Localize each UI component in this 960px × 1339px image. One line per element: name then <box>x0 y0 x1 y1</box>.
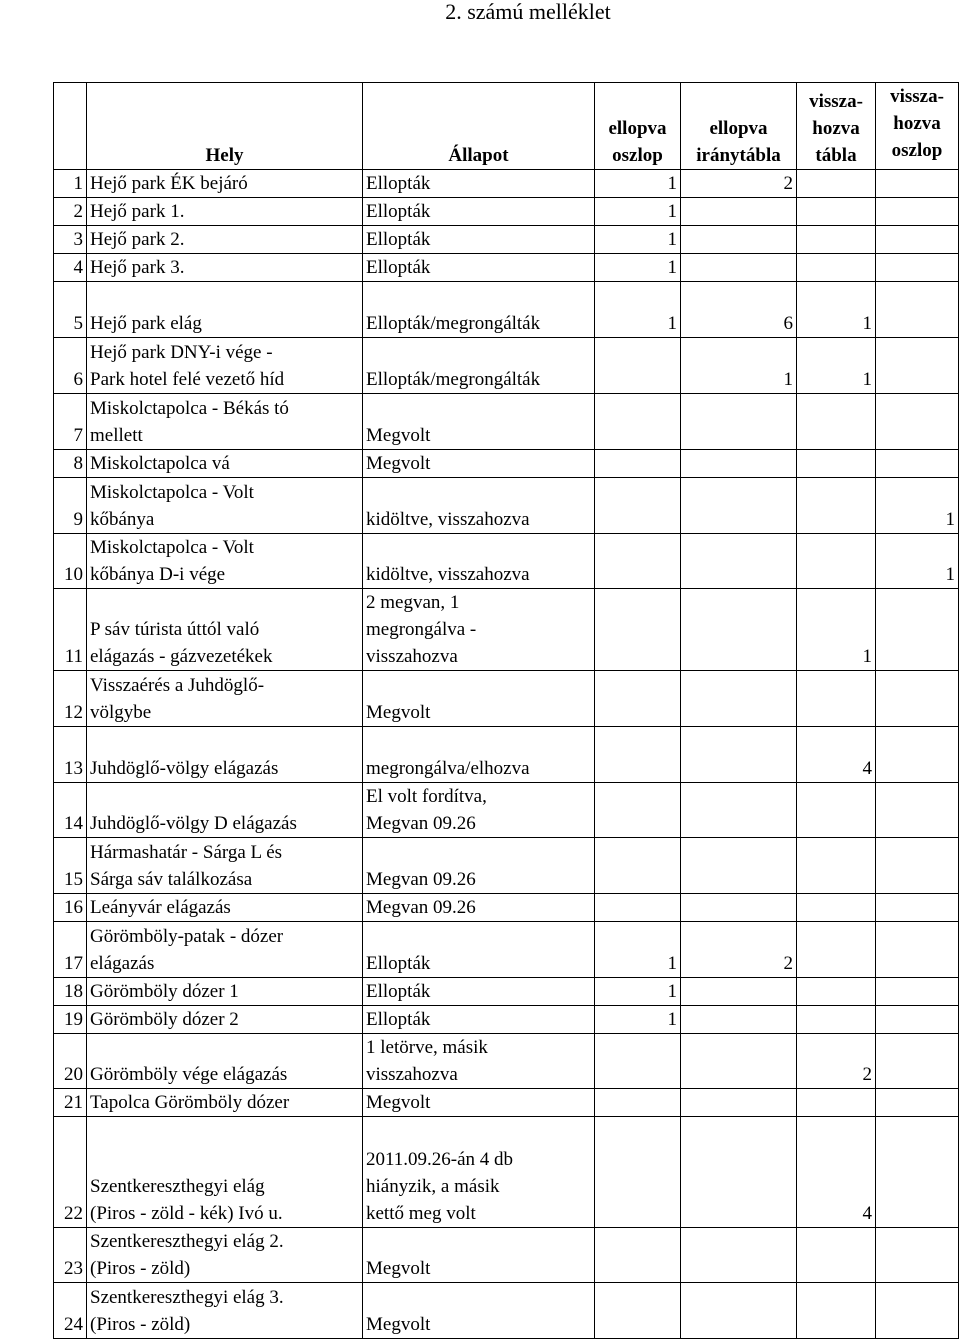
cell-hely: Hejő park 2. <box>87 226 363 254</box>
cell-visszahozva-oszlop <box>876 671 959 727</box>
cell-hely: Szentkereszthegyi elág (Piros - zöld - kék) Ivó u. <box>87 1117 363 1228</box>
cell-visszahozva-tabla <box>797 1089 876 1117</box>
cell-hely: Leányvár elágazás <box>87 894 363 922</box>
cell-hely: Miskolctapolca - Volt kőbánya D-i vége <box>87 534 363 589</box>
cell-visszahozva-oszlop <box>876 170 959 198</box>
cell-ellopva-iranytabla <box>681 783 797 838</box>
cell-ellopva-iranytabla <box>681 450 797 478</box>
table-row <box>54 589 959 671</box>
cell-allapot: El volt fordítva, Megvan 09.26 <box>363 783 595 838</box>
table-row <box>54 783 959 838</box>
cell-hely: Hejő park 1. <box>87 198 363 226</box>
table-row <box>54 727 959 783</box>
cell-ellopva-oszlop <box>595 1089 681 1117</box>
cell-ellopva-oszlop <box>595 1283 681 1339</box>
cell-ellopva-oszlop <box>595 478 681 534</box>
cell-allapot: Ellopták <box>363 198 595 226</box>
header-allapot: Állapot <box>363 83 595 170</box>
table-row <box>54 894 959 922</box>
table-row <box>54 478 959 534</box>
cell-visszahozva-tabla: 1 <box>797 338 876 394</box>
table-row <box>54 226 959 254</box>
cell-ellopva-iranytabla <box>681 1006 797 1034</box>
cell-visszahozva-oszlop <box>876 1117 959 1228</box>
cell-visszahozva-tabla <box>797 671 876 727</box>
cell-visszahozva-tabla: 1 <box>797 282 876 338</box>
cell-visszahozva-oszlop <box>876 894 959 922</box>
table-row <box>54 338 959 394</box>
cell-ellopva-oszlop <box>595 534 681 589</box>
cell-visszahozva-oszlop <box>876 1283 959 1339</box>
cell-allapot: Ellopták <box>363 254 595 282</box>
cell-ellopva-iranytabla <box>681 534 797 589</box>
cell-ellopva-iranytabla <box>681 478 797 534</box>
cell-hely: P sáv túrista úttól való elágazás - gázvezetékek <box>87 589 363 671</box>
cell-hely: Hejő park 3. <box>87 254 363 282</box>
table-row <box>54 254 959 282</box>
row-number: 3 <box>54 226 87 254</box>
cell-visszahozva-tabla: 2 <box>797 1034 876 1089</box>
cell-visszahozva-oszlop <box>876 226 959 254</box>
cell-ellopva-iranytabla <box>681 727 797 783</box>
cell-visszahozva-oszlop <box>876 838 959 894</box>
row-number: 16 <box>54 894 87 922</box>
cell-ellopva-oszlop <box>595 1117 681 1228</box>
table-row <box>54 1034 959 1089</box>
row-number: 12 <box>54 671 87 727</box>
cell-visszahozva-oszlop: 1 <box>876 478 959 534</box>
cell-hely: Hejő park DNY-i vége - Park hotel felé vezető híd <box>87 338 363 394</box>
table-row <box>54 534 959 589</box>
row-number: 2 <box>54 198 87 226</box>
row-number: 8 <box>54 450 87 478</box>
cell-ellopva-oszlop <box>595 727 681 783</box>
row-number: 7 <box>54 394 87 450</box>
row-number: 9 <box>54 478 87 534</box>
cell-visszahozva-oszlop <box>876 254 959 282</box>
inventory-table <box>53 82 959 1339</box>
cell-visszahozva-tabla <box>797 1228 876 1283</box>
table-row <box>54 922 959 978</box>
cell-visszahozva-tabla <box>797 978 876 1006</box>
cell-hely: Tapolca Görömböly dózer <box>87 1089 363 1117</box>
row-number: 5 <box>54 282 87 338</box>
header-ellopva-iranytabla: ellopva iránytábla <box>681 83 797 170</box>
cell-hely: Hejő park elág <box>87 282 363 338</box>
row-number: 4 <box>54 254 87 282</box>
cell-ellopva-oszlop <box>595 589 681 671</box>
table-body <box>54 170 959 1339</box>
cell-hely: Visszaérés a Juhdöglő- völgybe <box>87 671 363 727</box>
row-number: 20 <box>54 1034 87 1089</box>
table-row <box>54 282 959 338</box>
cell-ellopva-iranytabla: 6 <box>681 282 797 338</box>
cell-visszahozva-oszlop: 1 <box>876 534 959 589</box>
cell-visszahozva-tabla <box>797 894 876 922</box>
cell-allapot: kidöltve, visszahozva <box>363 534 595 589</box>
cell-ellopva-iranytabla <box>681 1283 797 1339</box>
table-header-row <box>54 83 959 170</box>
table-row <box>54 978 959 1006</box>
header-hely: Hely <box>87 83 363 170</box>
table-row <box>54 1228 959 1283</box>
cell-hely: Görömböly dózer 2 <box>87 1006 363 1034</box>
cell-allapot: 1 letörve, másik visszahozva <box>363 1034 595 1089</box>
cell-visszahozva-oszlop <box>876 198 959 226</box>
cell-ellopva-oszlop <box>595 450 681 478</box>
cell-ellopva-oszlop: 1 <box>595 922 681 978</box>
cell-ellopva-oszlop <box>595 838 681 894</box>
row-number: 6 <box>54 338 87 394</box>
header-visszahozva-oszlop: vissza- hozva oszlop <box>876 83 959 170</box>
row-number: 14 <box>54 783 87 838</box>
cell-allapot: Ellopták <box>363 170 595 198</box>
row-number: 17 <box>54 922 87 978</box>
cell-ellopva-iranytabla <box>681 394 797 450</box>
cell-visszahozva-tabla: 4 <box>797 727 876 783</box>
cell-allapot: Ellopták <box>363 1006 595 1034</box>
cell-visszahozva-tabla <box>797 254 876 282</box>
cell-hely: Görömböly dózer 1 <box>87 978 363 1006</box>
cell-ellopva-iranytabla: 2 <box>681 170 797 198</box>
cell-allapot: Megvolt <box>363 1228 595 1283</box>
cell-allapot: Megvan 09.26 <box>363 838 595 894</box>
cell-allapot: Ellopták/megrongálták <box>363 338 595 394</box>
cell-visszahozva-oszlop <box>876 727 959 783</box>
table-row <box>54 671 959 727</box>
cell-allapot: Ellopták <box>363 978 595 1006</box>
cell-ellopva-iranytabla <box>681 894 797 922</box>
cell-ellopva-oszlop <box>595 394 681 450</box>
cell-visszahozva-tabla <box>797 478 876 534</box>
cell-visszahozva-oszlop <box>876 589 959 671</box>
cell-visszahozva-oszlop <box>876 922 959 978</box>
cell-visszahozva-oszlop <box>876 978 959 1006</box>
row-number: 21 <box>54 1089 87 1117</box>
row-number: 13 <box>54 727 87 783</box>
row-number: 24 <box>54 1283 87 1339</box>
cell-visszahozva-tabla <box>797 198 876 226</box>
cell-ellopva-oszlop: 1 <box>595 254 681 282</box>
cell-visszahozva-oszlop <box>876 1034 959 1089</box>
row-number: 22 <box>54 1117 87 1228</box>
cell-allapot: megrongálva/elhozva <box>363 727 595 783</box>
cell-allapot: Ellopták/megrongálták <box>363 282 595 338</box>
cell-allapot: Megvolt <box>363 1089 595 1117</box>
row-number: 19 <box>54 1006 87 1034</box>
cell-visszahozva-tabla <box>797 534 876 589</box>
cell-ellopva-iranytabla <box>681 978 797 1006</box>
header-ellopva-oszlop: ellopva oszlop <box>595 83 681 170</box>
cell-hely: Görömböly-patak - dózer elágazás <box>87 922 363 978</box>
cell-allapot: Megvolt <box>363 671 595 727</box>
cell-visszahozva-tabla <box>797 394 876 450</box>
cell-visszahozva-tabla <box>797 783 876 838</box>
row-number: 18 <box>54 978 87 1006</box>
cell-visszahozva-tabla <box>797 226 876 254</box>
header-visszahozva-tabla: vissza- hozva tábla <box>797 83 876 170</box>
cell-ellopva-iranytabla <box>681 1089 797 1117</box>
cell-visszahozva-oszlop <box>876 282 959 338</box>
cell-ellopva-iranytabla <box>681 1117 797 1228</box>
cell-allapot: 2011.09.26-án 4 db hiányzik, a másik kettő meg volt <box>363 1117 595 1228</box>
cell-visszahozva-tabla: 1 <box>797 589 876 671</box>
cell-ellopva-iranytabla <box>681 1228 797 1283</box>
table-row <box>54 394 959 450</box>
cell-allapot: Ellopták <box>363 922 595 978</box>
cell-ellopva-oszlop <box>595 894 681 922</box>
cell-visszahozva-oszlop <box>876 394 959 450</box>
row-number: 10 <box>54 534 87 589</box>
table-row <box>54 838 959 894</box>
cell-hely: Miskolctapolca - Békás tó mellett <box>87 394 363 450</box>
cell-ellopva-oszlop: 1 <box>595 1006 681 1034</box>
cell-visszahozva-oszlop <box>876 1089 959 1117</box>
cell-ellopva-iranytabla <box>681 198 797 226</box>
cell-ellopva-iranytabla: 1 <box>681 338 797 394</box>
table-row <box>54 1006 959 1034</box>
cell-ellopva-iranytabla <box>681 226 797 254</box>
cell-visszahozva-tabla: 4 <box>797 1117 876 1228</box>
cell-ellopva-iranytabla <box>681 838 797 894</box>
cell-ellopva-oszlop <box>595 783 681 838</box>
cell-hely: Szentkereszthegyi elág 2. (Piros - zöld) <box>87 1228 363 1283</box>
cell-allapot: Megvolt <box>363 450 595 478</box>
cell-visszahozva-oszlop <box>876 1228 959 1283</box>
cell-visszahozva-tabla <box>797 922 876 978</box>
cell-ellopva-iranytabla <box>681 1034 797 1089</box>
cell-allapot: Megvolt <box>363 1283 595 1339</box>
cell-hely: Görömböly vége elágazás <box>87 1034 363 1089</box>
cell-ellopva-oszlop: 1 <box>595 282 681 338</box>
table-row <box>54 450 959 478</box>
cell-visszahozva-tabla <box>797 450 876 478</box>
row-number: 11 <box>54 589 87 671</box>
table-row <box>54 170 959 198</box>
cell-ellopva-oszlop: 1 <box>595 170 681 198</box>
cell-allapot: 2 megvan, 1 megrongálva - visszahozva <box>363 589 595 671</box>
cell-visszahozva-oszlop <box>876 338 959 394</box>
header-index <box>54 83 87 170</box>
cell-visszahozva-tabla <box>797 838 876 894</box>
cell-ellopva-iranytabla <box>681 254 797 282</box>
cell-allapot: Megvolt <box>363 394 595 450</box>
cell-hely: Hármashatár - Sárga L és Sárga sáv találkozása <box>87 838 363 894</box>
cell-hely: Szentkereszthegyi elág 3. (Piros - zöld) <box>87 1283 363 1339</box>
cell-ellopva-oszlop: 1 <box>595 226 681 254</box>
cell-ellopva-oszlop <box>595 1228 681 1283</box>
cell-ellopva-oszlop <box>595 338 681 394</box>
cell-hely: Miskolctapolca - Volt kőbánya <box>87 478 363 534</box>
cell-ellopva-oszlop: 1 <box>595 198 681 226</box>
row-number: 1 <box>54 170 87 198</box>
cell-visszahozva-tabla <box>797 170 876 198</box>
cell-visszahozva-oszlop <box>876 1006 959 1034</box>
cell-ellopva-oszlop <box>595 1034 681 1089</box>
cell-hely: Miskolctapolca vá <box>87 450 363 478</box>
cell-allapot: kidöltve, visszahozva <box>363 478 595 534</box>
cell-ellopva-iranytabla <box>681 671 797 727</box>
table-row <box>54 1283 959 1339</box>
page-title: 2. számú melléklet <box>445 0 611 24</box>
cell-visszahozva-oszlop <box>876 450 959 478</box>
cell-visszahozva-tabla <box>797 1006 876 1034</box>
cell-allapot: Megvan 09.26 <box>363 894 595 922</box>
cell-visszahozva-tabla <box>797 1283 876 1339</box>
cell-hely: Juhdöglő-völgy D elágazás <box>87 783 363 838</box>
row-number: 15 <box>54 838 87 894</box>
table-row <box>54 1089 959 1117</box>
cell-ellopva-oszlop: 1 <box>595 978 681 1006</box>
table-row <box>54 1117 959 1228</box>
cell-allapot: Ellopták <box>363 226 595 254</box>
cell-hely: Hejő park ÉK bejáró <box>87 170 363 198</box>
row-number: 23 <box>54 1228 87 1283</box>
cell-visszahozva-oszlop <box>876 783 959 838</box>
cell-hely: Juhdöglő-völgy elágazás <box>87 727 363 783</box>
cell-ellopva-iranytabla: 2 <box>681 922 797 978</box>
cell-ellopva-iranytabla <box>681 589 797 671</box>
cell-ellopva-oszlop <box>595 671 681 727</box>
table-row <box>54 198 959 226</box>
